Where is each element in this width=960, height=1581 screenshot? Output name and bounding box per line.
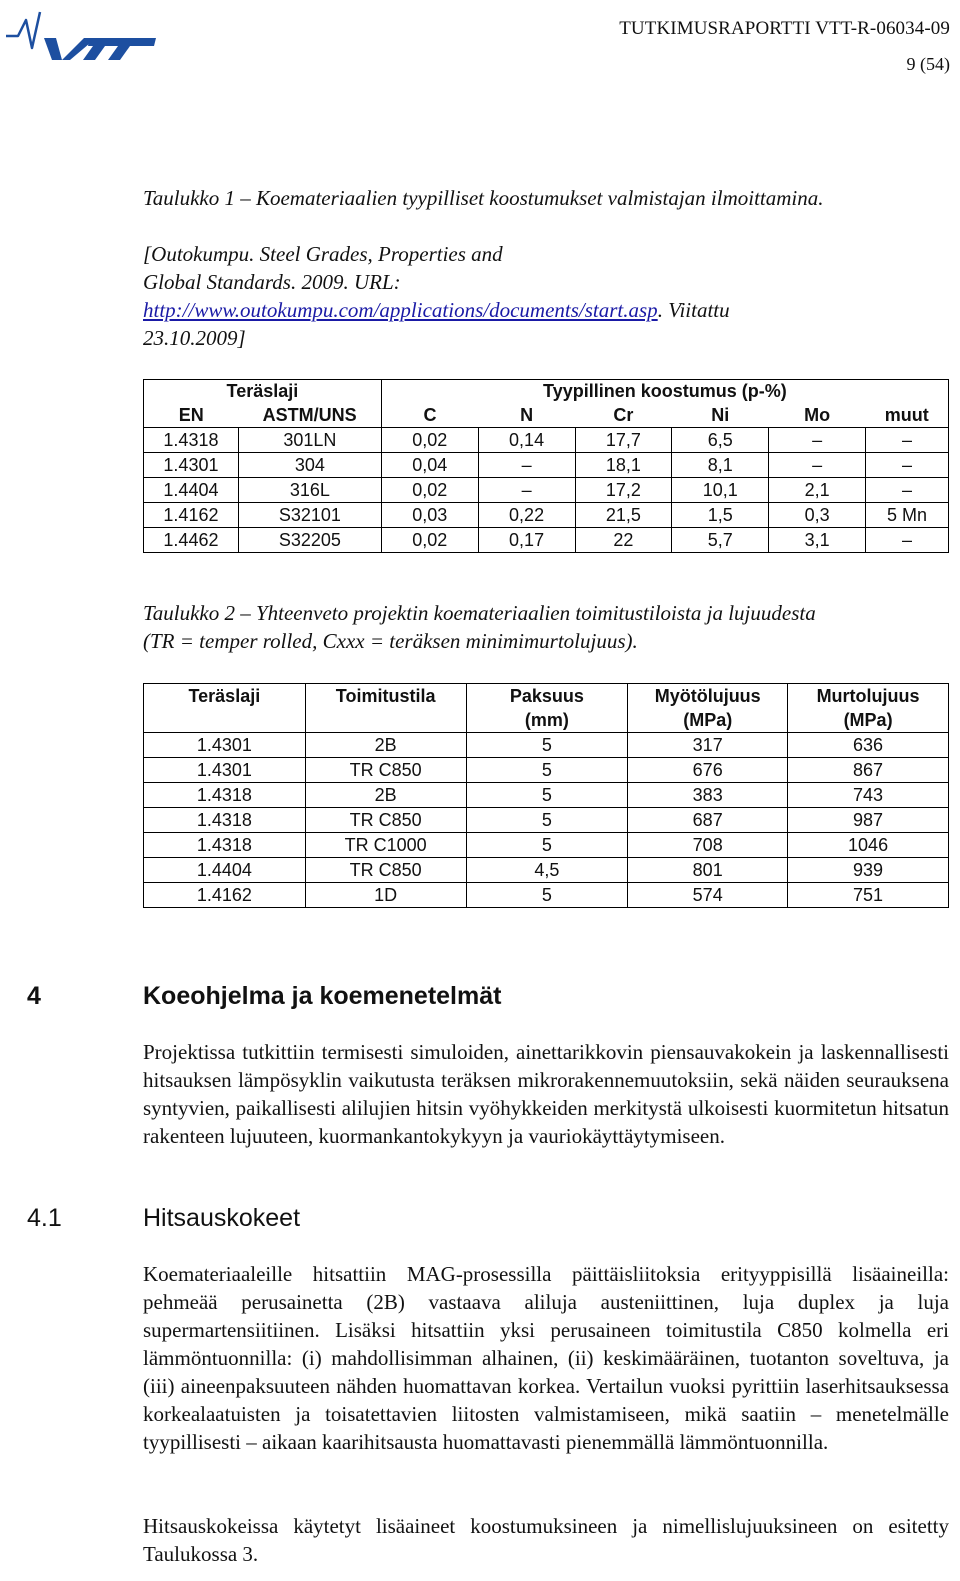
- section4-paragraph: Projektissa tutkittiin termisesti simuloiden, ainettarikkovin piensauvakokein ja laskennallisesti hitsauksen lämpösyklin vaikutusta teräksen mikrorakennemuutoksiin, sekä näiden seurauksena syntyvien, paikallisesti alilujien hitsin vyöhykkeiden merkitystä ulkoisesti kuormitetun hitsatun rakenteen lujuuteen, kuormankantokykyyn ja vauriokäyttäytymiseen.: [143, 1040, 949, 1148]
- column-header: muut: [866, 403, 949, 428]
- table-row: [144, 733, 949, 758]
- table-cell: 987: [788, 808, 949, 833]
- subsection-title: Hitsauskokeet: [143, 1204, 301, 1232]
- table-cell: 5,7: [672, 528, 769, 553]
- table-row: [144, 858, 949, 883]
- table-cell: 2B: [305, 733, 466, 758]
- reference: [143, 240, 843, 352]
- table-cell: 751: [788, 883, 949, 908]
- table-cell: TR C850: [305, 858, 466, 883]
- column-header: ASTM/UNS: [238, 403, 381, 428]
- table-cell: 676: [628, 758, 788, 783]
- table-cell: TR C850: [305, 758, 466, 783]
- column-header: Toimitustila: [305, 684, 466, 733]
- table-cell: –: [478, 478, 575, 503]
- table-cell: 0,14: [478, 428, 575, 453]
- column-header: EN: [144, 403, 239, 428]
- column-header: C: [381, 403, 478, 428]
- table-cell: 1.4318: [144, 833, 306, 858]
- table-cell: 317: [628, 733, 788, 758]
- column-header: Cr: [575, 403, 672, 428]
- column-header: Paksuus (mm): [466, 684, 628, 733]
- reference-link[interactable]: http://www.outokumpu.com/applications/documents/start.asp: [143, 298, 658, 322]
- table-cell: 5: [466, 883, 628, 908]
- table-cell: 0,22: [478, 503, 575, 528]
- table-cell: 17,7: [575, 428, 672, 453]
- table-row: [144, 528, 949, 553]
- section-title: Koeohjelma ja koemenetelmät: [143, 982, 502, 1010]
- reference-line1: [Outokumpu. Steel Grades, Properties and: [143, 242, 503, 266]
- table-cell: 1.4301: [144, 453, 239, 478]
- table-cell: 1.4404: [144, 858, 306, 883]
- table-cell: 1.4301: [144, 733, 306, 758]
- table-cell: 1046: [788, 833, 949, 858]
- table-cell: TR C1000: [305, 833, 466, 858]
- table-cell: 0,03: [381, 503, 478, 528]
- table-cell: 0,02: [381, 478, 478, 503]
- table-cell: TR C850: [305, 808, 466, 833]
- table-row: [144, 783, 949, 808]
- table-cell: 301LN: [238, 428, 381, 453]
- table-cell: 8,1: [672, 453, 769, 478]
- table-cell: 0,02: [381, 528, 478, 553]
- table-cell: –: [866, 478, 949, 503]
- column-header: Myötölujuus (MPa): [628, 684, 788, 733]
- table-cell: 687: [628, 808, 788, 833]
- table-cell: 1.4462: [144, 528, 239, 553]
- column-header: Teräslaji: [144, 684, 306, 733]
- table-cell: 5: [466, 808, 628, 833]
- table-cell: 743: [788, 783, 949, 808]
- table1-caption: Taulukko 1 – Koemateriaalien tyypilliset koostumukset valmistajan ilmoittamina.: [143, 186, 824, 210]
- table-cell: –: [769, 428, 866, 453]
- column-header: N: [478, 403, 575, 428]
- table-row: [144, 808, 949, 833]
- report-id: TUTKIMUSRAPORTTI VTT-R-06034-09: [619, 18, 950, 39]
- table-cell: 939: [788, 858, 949, 883]
- table-cell: 801: [628, 858, 788, 883]
- table-cell: 867: [788, 758, 949, 783]
- reference-after-link: . Viitattu: [657, 298, 730, 322]
- table-cell: 10,1: [672, 478, 769, 503]
- table-cell: –: [478, 453, 575, 478]
- table-cell: 6,5: [672, 428, 769, 453]
- table-cell: –: [866, 528, 949, 553]
- delivery-strength-table: [143, 683, 949, 908]
- table-row: [144, 758, 949, 783]
- table-row: [144, 453, 949, 478]
- table-row: [144, 428, 949, 453]
- table-cell: S32205: [238, 528, 381, 553]
- section41-paragraph2: Hitsauskokeissa käytetyt lisäaineet koostumuksineen ja nimellislujuuksineen on esitetty Taulukossa 3.: [143, 1514, 949, 1566]
- column-header: Ni: [672, 403, 769, 428]
- table-cell: 1.4318: [144, 783, 306, 808]
- subsection-number: 4.1: [27, 1204, 62, 1232]
- table-row: [144, 478, 949, 503]
- table-cell: 2B: [305, 783, 466, 808]
- table-cell: 22: [575, 528, 672, 553]
- table-cell: 0,3: [769, 503, 866, 528]
- table-cell: S32101: [238, 503, 381, 528]
- table-cell: 2,1: [769, 478, 866, 503]
- table-cell: 18,1: [575, 453, 672, 478]
- table-cell: 1.4318: [144, 428, 239, 453]
- table-cell: –: [866, 428, 949, 453]
- table-cell: 708: [628, 833, 788, 858]
- page-number: 9 (54): [906, 54, 950, 74]
- table-cell: 1.4162: [144, 883, 306, 908]
- table-cell: 1.4301: [144, 758, 306, 783]
- composition-table: [143, 379, 949, 553]
- table-cell: 17,2: [575, 478, 672, 503]
- reference-line2: Global Standards. 2009. URL:: [143, 270, 401, 294]
- table-cell: 1.4162: [144, 503, 239, 528]
- table-cell: 5: [466, 758, 628, 783]
- table-cell: 383: [628, 783, 788, 808]
- column-header: Murtolujuus (MPa): [788, 684, 949, 733]
- table-cell: 21,5: [575, 503, 672, 528]
- table-row: [144, 503, 949, 528]
- table-cell: 574: [628, 883, 788, 908]
- table-cell: 1D: [305, 883, 466, 908]
- table-cell: 5: [466, 833, 628, 858]
- table-cell: 316L: [238, 478, 381, 503]
- table-cell: 3,1: [769, 528, 866, 553]
- table2-caption-line2: (TR = temper rolled, Cxxx = teräksen minimimurtolujuus).: [143, 629, 638, 653]
- table-cell: 636: [788, 733, 949, 758]
- table-cell: 0,17: [478, 528, 575, 553]
- table-cell: 1.4318: [144, 808, 306, 833]
- table-cell: 1,5: [672, 503, 769, 528]
- table-cell: 0,02: [381, 428, 478, 453]
- column-header: Mo: [769, 403, 866, 428]
- table2-caption-line1: Taulukko 2 – Yhteenveto projektin koemateriaalien toimitustiloista ja lujuudesta: [143, 601, 816, 625]
- table-cell: 5: [466, 783, 628, 808]
- table-cell: 4,5: [466, 858, 628, 883]
- table-cell: –: [866, 453, 949, 478]
- table-cell: 5: [466, 733, 628, 758]
- table-row: [144, 883, 949, 908]
- vtt-logo: [4, 8, 156, 60]
- composition-group-header: Tyypillinen koostumus (p-%): [381, 380, 948, 404]
- table-cell: 0,04: [381, 453, 478, 478]
- table-cell: 1.4404: [144, 478, 239, 503]
- table-cell: –: [769, 453, 866, 478]
- reference-line4: 23.10.2009]: [143, 326, 246, 350]
- table2-caption: [143, 599, 943, 655]
- section-number: 4: [27, 982, 41, 1010]
- section41-paragraph1: Koemateriaaleille hitsattiin MAG-prosessilla päittäisliitoksia erityyppisillä lisäaineilla: pehmeää perusainetta (2B) vastaava aliluja austeniittinen, luja duplex ja luja supermartensiitiinen. Lisäksi hitsattiin yksi perusaineen toimitustila C850 kolmella eri lämmöntuonnilla: (i) mahdollisimman alhainen, (ii) keskimääräinen, tuotanton soveltuva, ja (iii) aineenpaksuuteen nähden huomattavan korkea. Vertailun vuoksi pyrittiin laserhitsauksessa korkealaatuisten ja toisatettavien liitosten valmistamiseen, mikä saatiin – menetelmälle tyypillisesti – aikaan kaarihitsausta huomattavasti pienemmällä lämmöntuonnilla.: [143, 1262, 949, 1454]
- grade-group-header: Teräslaji: [144, 380, 382, 404]
- table-row: [144, 833, 949, 858]
- table-cell: 5 Mn: [866, 503, 949, 528]
- table-cell: 304: [238, 453, 381, 478]
